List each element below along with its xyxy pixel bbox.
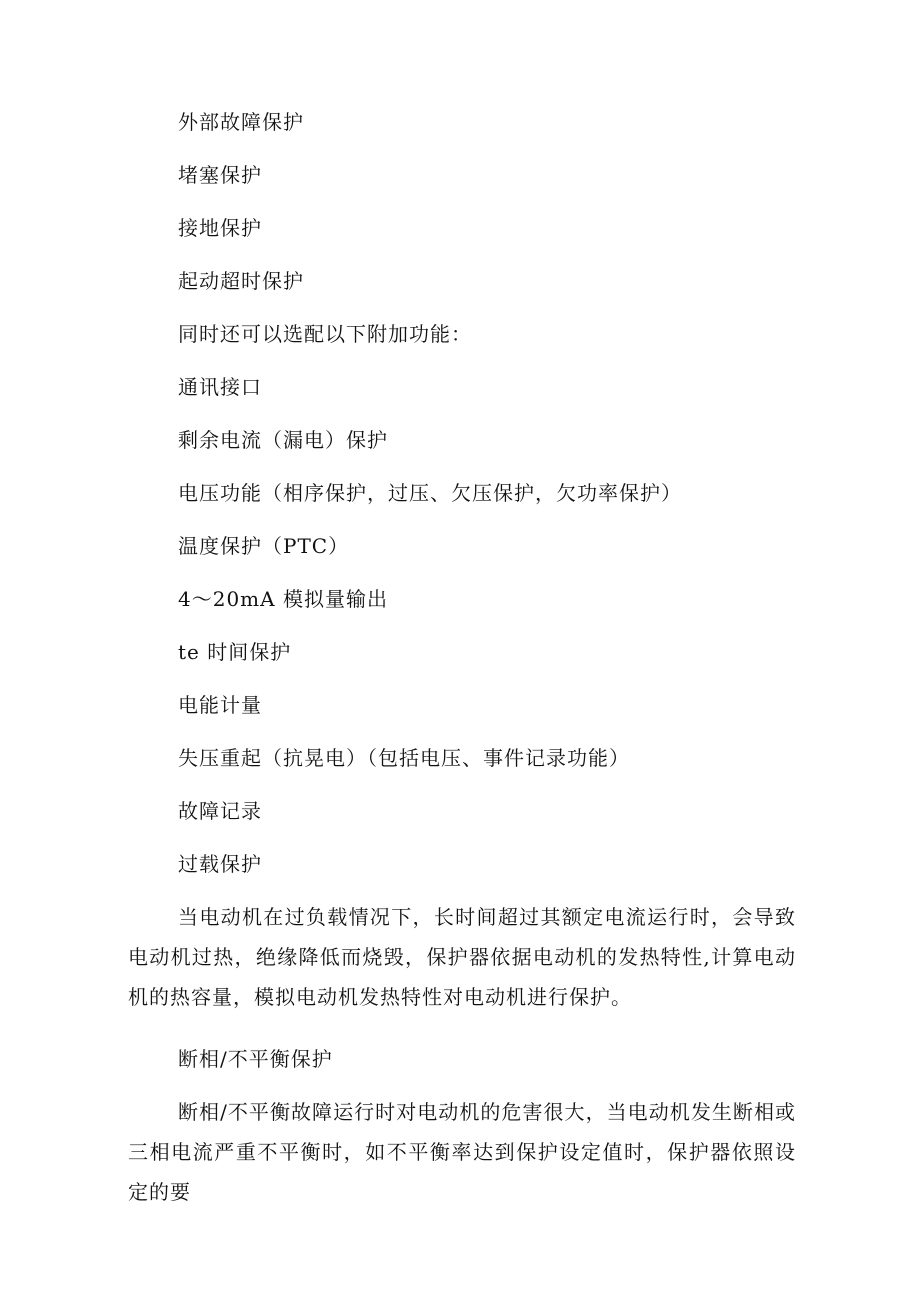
optional-features-intro: 同时还可以选配以下附加功能： [178,322,472,346]
list-item-voltage-functions: 电压功能（相序保护，过压、欠压保护，欠功率保护） [178,481,682,505]
list-item-temperature: 温度保护（PTC） [178,534,350,558]
list-item-residual-current: 剩余电流（漏电）保护 [178,428,388,452]
heading-phase-unbalance: 断相/不平衡保护 [178,1047,333,1071]
list-item-analog-output: 4～20mA 模拟量输出 [178,587,388,611]
list-item-communication: 通讯接口 [178,375,262,399]
list-item-fault-record: 故障记录 [178,799,262,823]
paragraph-overload: 当电动机在过负载情况下，长时间超过其额定电流运行时，会导致电动机过热，绝缘降低而烧毁，保护器依据电动机的发热特性,计算电动机的热容量，模拟电动机发热特性对电动机进行保护。 [128,905,796,1009]
list-item-ground: 接地保护 [178,216,262,240]
list-item-external-fault: 外部故障保护 [178,110,304,134]
list-item-energy-metering: 电能计量 [178,693,262,717]
list-item-start-timeout: 起动超时保护 [178,269,304,293]
paragraph-phase-unbalance: 断相/不平衡故障运行时对电动机的危害很大，当电动机发生断相或三相电流严重不平衡时，如不平衡率达到保护设定值时，保护器依照设定的要 [128,1100,796,1204]
list-item-te-time: te 时间保护 [178,640,292,664]
list-item-blockage: 堵塞保护 [178,163,262,187]
heading-overload: 过载保护 [178,852,262,876]
list-item-voltage-restart: 失压重起（抗晃电）（包括电压、事件记录功能） [178,746,630,770]
